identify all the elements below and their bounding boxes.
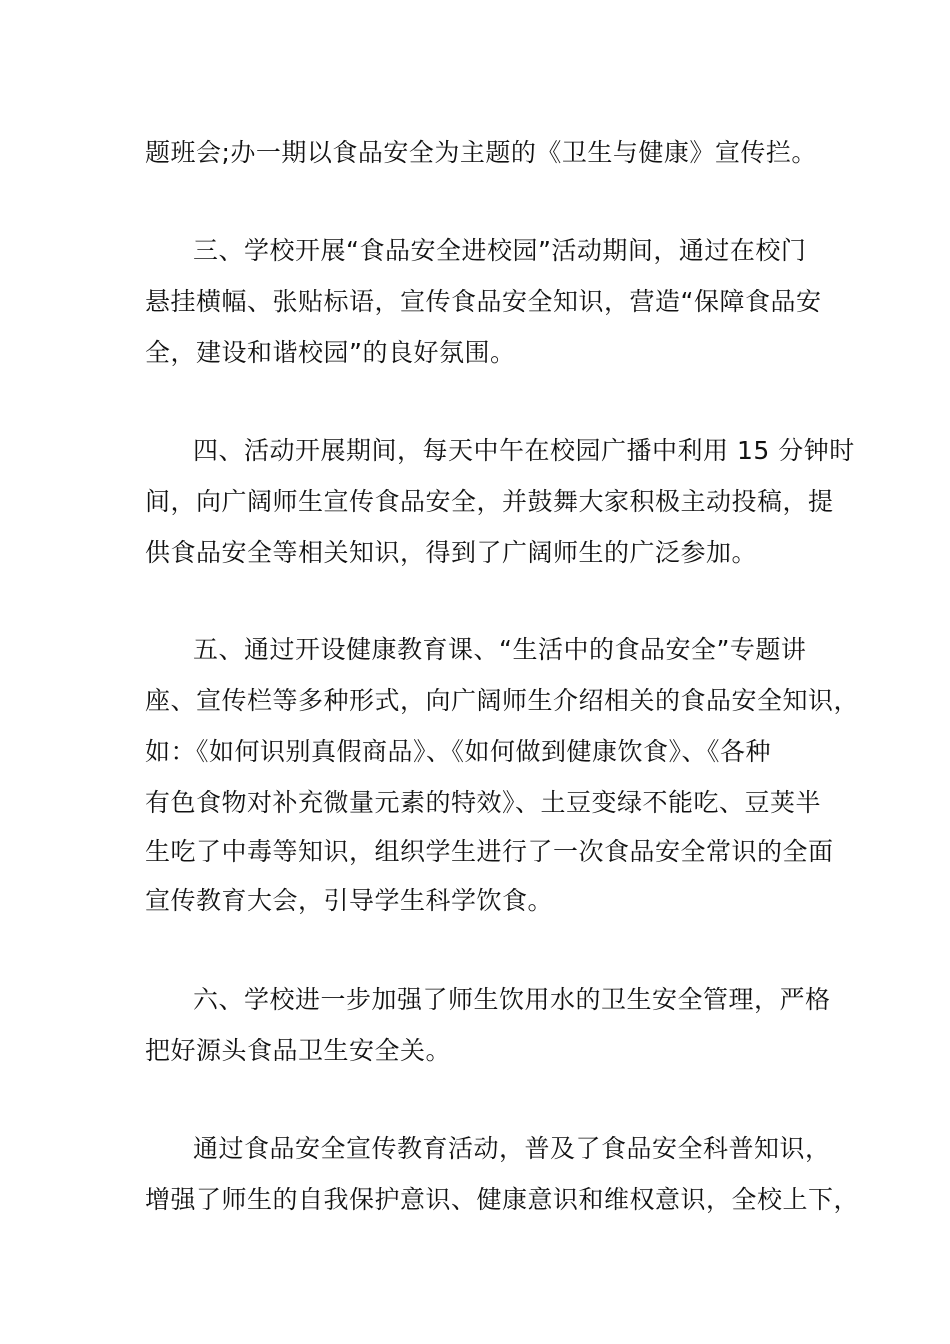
- paragraph-7-line-2: 增强了师生的自我保护意识、健康意识和维权意识，全校上下，: [145, 1185, 860, 1214]
- paragraph-5-line-2: 座、宣传栏等多种形式，向广阔师生介绍相关的食品安全知识，: [145, 686, 860, 715]
- paragraph-5-line-4: 有色食物对补充微量元素的特效》、土豆变绿不能吃、豆荚半: [145, 788, 822, 817]
- text-line: 题班会;办一期以食品安全为主题的《卫生与健康》宣传拦。: [145, 138, 817, 167]
- paragraph-4-line-1: 四、活动开展期间，每天中午在校园广播中利用 15 分钟时: [193, 436, 855, 465]
- paragraph-6-line-1: 六、学校进一步加强了师生饮用水的卫生安全管理，严格: [193, 985, 831, 1014]
- paragraph-5-line-1: 五、通过开设健康教育课、“生活中的食品安全”专题讲: [193, 635, 807, 664]
- paragraph-7-line-1: 通过食品安全宣传教育活动，普及了食品安全科普知识，: [193, 1134, 831, 1163]
- paragraph-5-line-6: 宣传教育大会，引导学生科学饮食。: [145, 886, 554, 915]
- paragraph-4-line-2: 间，向广阔师生宣传食品安全，并鼓舞大家积极主动投稿，提: [145, 487, 834, 516]
- paragraph-5-line-5: 生吃了中毒等知识，组织学生进行了一次食品安全常识的全面: [145, 837, 834, 866]
- paragraph-3-line-1: 三、学校开展“食品安全进校园”活动期间，通过在校门: [193, 236, 807, 265]
- paragraph-3-line-2: 悬挂横幅、张贴标语，宣传食品安全知识，营造“保障食品安: [145, 287, 822, 316]
- paragraph-3-line-3: 全，建设和谐校园”的良好氛围。: [145, 338, 516, 367]
- paragraph-4-line-3: 供食品安全等相关知识，得到了广阔师生的广泛参加。: [145, 538, 758, 567]
- paragraph-6-line-2: 把好源头食品卫生安全关。: [145, 1036, 452, 1065]
- paragraph-5-line-3: 如：《如何识别真假商品》、《如何做到健康饮食》、《各种: [145, 737, 772, 766]
